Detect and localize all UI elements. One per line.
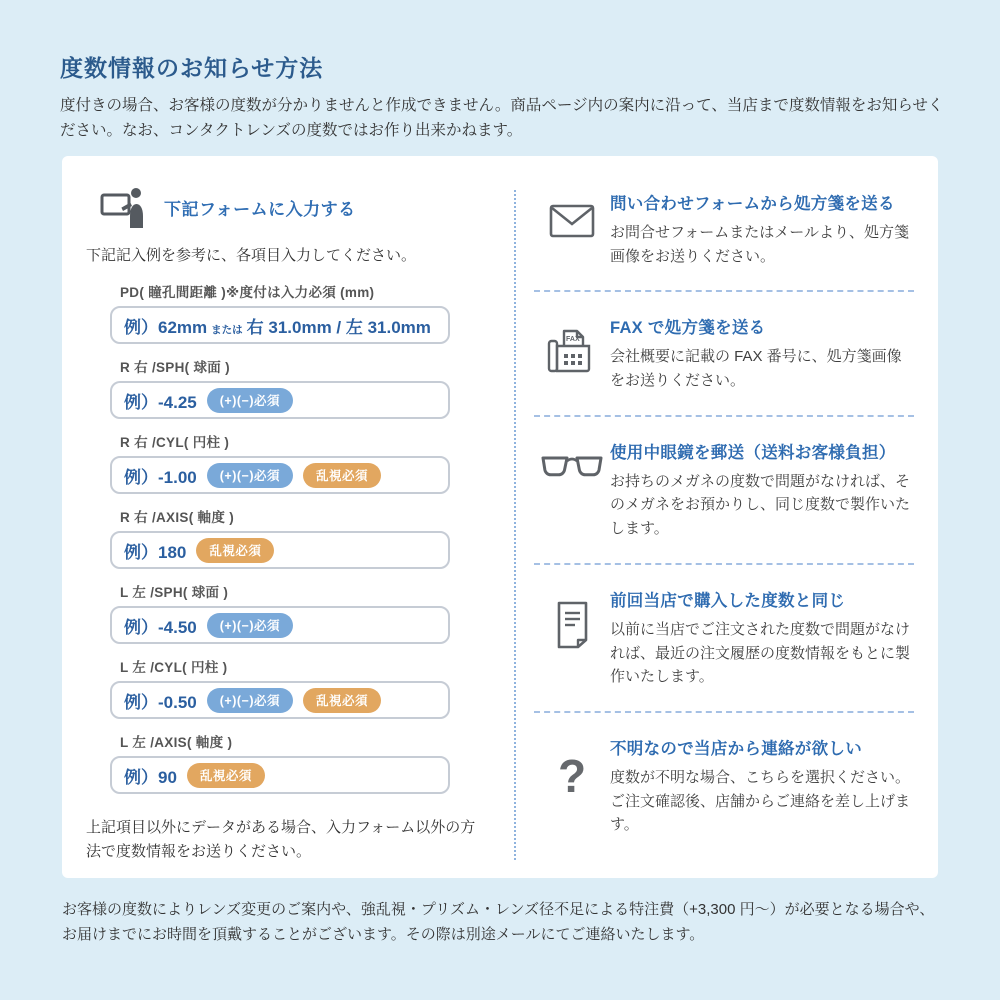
- example-input[interactable]: [110, 531, 450, 569]
- astigmatism-required-badge: 乱視必須: [187, 763, 265, 788]
- envelope-icon: [534, 190, 610, 268]
- astigmatism-required-badge: 乱視必須: [303, 463, 381, 488]
- field-label: L 左 /AXIS( 軸度 ): [120, 735, 233, 750]
- form-field: [86, 356, 500, 419]
- example-input[interactable]: [110, 606, 450, 644]
- method-body: お問合せフォームまたはメールより、処方箋画像をお送りください。: [610, 224, 909, 265]
- field-label: L 左 /CYL( 円柱 ): [120, 660, 228, 675]
- form-subtitle: 下記記入例を参考に、各項目入力してください。: [86, 247, 417, 264]
- method-title: 不明なので当店から連絡が欲しい: [610, 739, 862, 758]
- astigmatism-required-badge: 乱視必須: [196, 538, 274, 563]
- method-item: [534, 439, 914, 565]
- field-label: R 右 /SPH( 球面 ): [120, 360, 230, 375]
- sign-required-badge: (+)(−)必須: [207, 388, 293, 413]
- form-section-title: 下記フォームに入力する: [164, 199, 356, 219]
- example-value: 例）90: [124, 767, 177, 787]
- example-input[interactable]: [110, 756, 450, 794]
- example-value-part: 右 31.0mm / 左 31.0mm: [246, 317, 431, 337]
- form-header: [100, 186, 500, 228]
- form-column: [62, 156, 500, 878]
- question-icon: ?: [557, 749, 587, 802]
- field-label: R 右 /AXIS( 軸度 ): [120, 510, 235, 525]
- form-field: [86, 506, 500, 569]
- example-value: 例）-1.00: [124, 467, 197, 487]
- method-item: [534, 314, 914, 416]
- footer-note: お客様の度数によりレンズ変更のご案内や、強乱視・プリズム・レンズ径不足による特注費（+3,300 円〜）が必要となる場合や、お届けまでにお時間を頂戴することがございます。その際は別途メールにてご連絡いたします。: [62, 901, 935, 943]
- form-field: [86, 656, 500, 719]
- example-value: 例）-4.25: [124, 392, 197, 412]
- example-value: [124, 313, 431, 338]
- form-note: 上記項目以外にデータがある場合、入力フォーム以外の方法で度数情報をお送りください。: [86, 819, 476, 860]
- example-input[interactable]: [110, 306, 450, 344]
- method-body: お持ちのメガネの度数で問題がなければ、そのメガネをお預かりし、同じ度数で製作いたします。: [610, 472, 911, 538]
- methods-column: [516, 156, 938, 878]
- example-value-part: または: [211, 323, 243, 336]
- form-fields: [86, 281, 500, 794]
- example-input[interactable]: [110, 456, 450, 494]
- sign-required-badge: (+)(−)必須: [207, 613, 293, 638]
- method-body: 度数が不明な場合、こちらを選択ください。ご注文確認後、店舗からご連絡を差し上げます。: [610, 768, 911, 834]
- method-item: [534, 735, 914, 859]
- method-title: 使用中眼鏡を郵送（送料お客様負担）: [610, 443, 896, 462]
- field-label: R 右 /CYL( 円柱 ): [120, 435, 230, 450]
- form-field: [86, 581, 500, 644]
- page-title: 度数情報のお知らせ方法: [60, 55, 324, 81]
- example-input[interactable]: [110, 681, 450, 719]
- method-item: [534, 587, 914, 713]
- astigmatism-required-badge: 乱視必須: [303, 688, 381, 713]
- example-value: 例）-4.50: [124, 617, 197, 637]
- intro-text: 度付きの場合、お客様の度数が分かりませんと作成できません。商品ページ内の案内に沿って、当店まで度数情報をお知らせください。なお、コンタクトレンズの度数ではお作り出来かねます。: [60, 97, 944, 139]
- form-field: [86, 281, 500, 344]
- glasses-icon: [534, 439, 610, 541]
- form-entry-icon: [100, 186, 148, 228]
- field-label: PD( 瞳孔間距離 )※度付は入力必須 (mm): [120, 285, 375, 300]
- content-card: [62, 156, 938, 878]
- method-item: [534, 190, 914, 292]
- form-field: [86, 431, 500, 494]
- sign-required-badge: (+)(−)必須: [207, 463, 293, 488]
- method-body: 以前に当店でご注文された度数で問題がなければ、最近の注文履歴の度数情報をもとに製作いたします。: [610, 620, 911, 686]
- method-body: 会社概要に記載の FAX 番号に、処方箋画像をお送りください。: [610, 348, 902, 390]
- example-value: 例）180: [124, 542, 187, 562]
- svg-text:FAX: FAX: [566, 336, 580, 344]
- method-title: FAX で処方箋を送る: [610, 319, 766, 338]
- example-value-part: 例）62mm: [124, 317, 208, 337]
- form-field: [86, 731, 500, 794]
- example-input[interactable]: [110, 381, 450, 419]
- field-label: L 左 /SPH( 球面 ): [120, 585, 229, 600]
- method-title: 問い合わせフォームから処方箋を送る: [610, 195, 895, 213]
- document-icon: [534, 587, 610, 689]
- sign-required-badge: (+)(−)必須: [207, 688, 293, 713]
- method-title: 前回当店で購入した度数と同じ: [610, 591, 846, 610]
- fax-icon: [534, 314, 610, 392]
- example-value: 例）-0.50: [124, 692, 197, 712]
